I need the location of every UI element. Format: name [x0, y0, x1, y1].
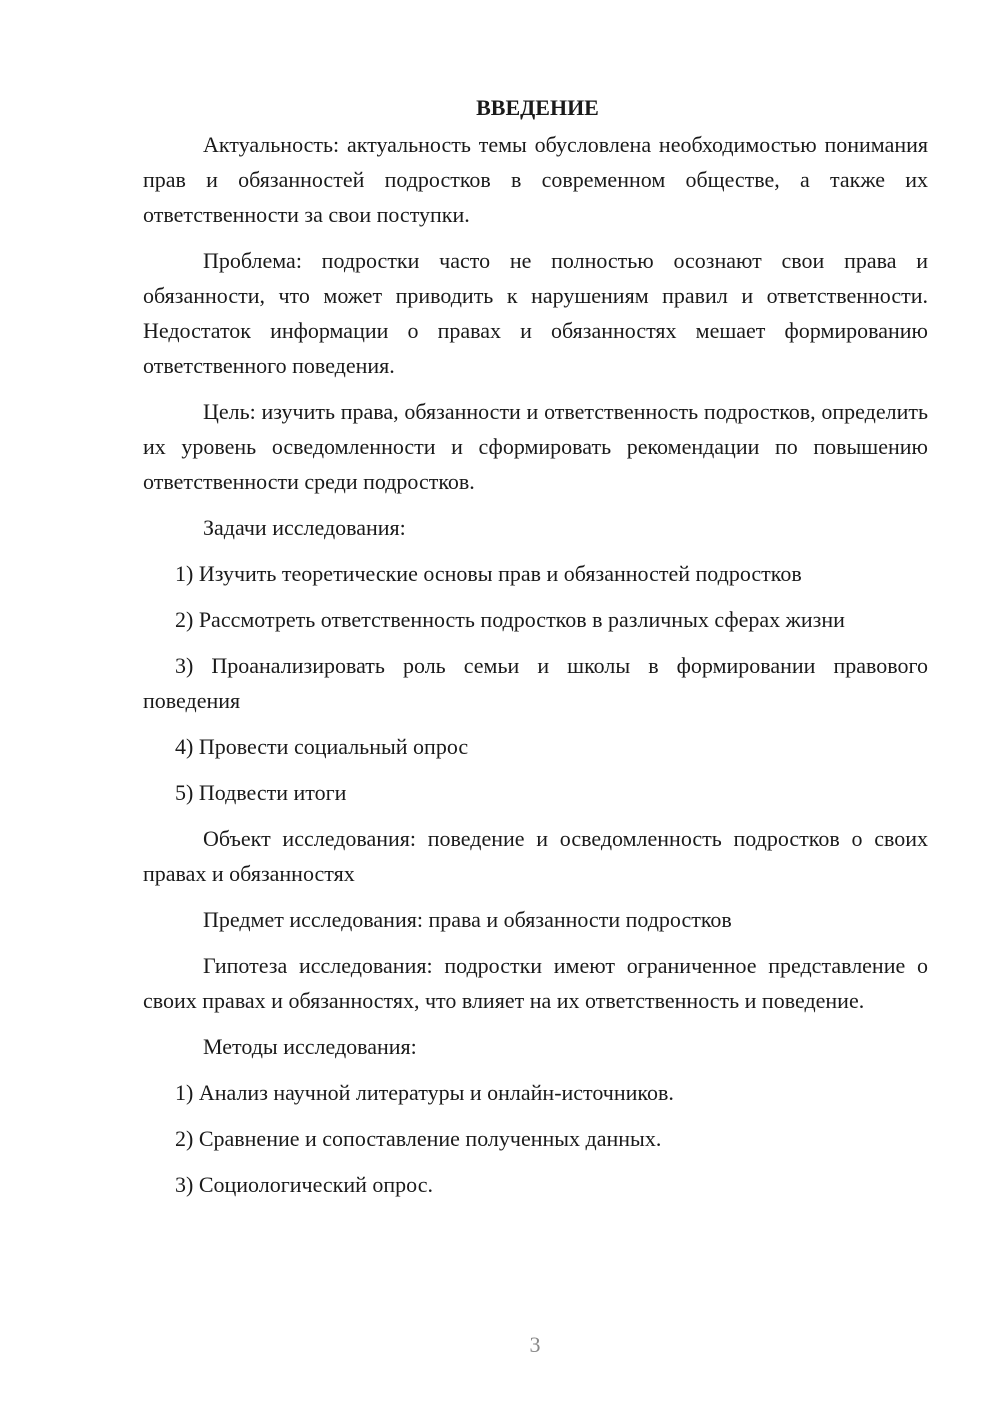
subject-paragraph: Предмет исследования: права и обязанности подростков [203, 907, 732, 932]
goal-paragraph: Цель: изучить права, обязанности и ответственность подростков, определить их уровень осведомленности и сформировать рекомендации по повышению ответственности среди подростков. [143, 399, 928, 494]
section-title: ВВЕДЕНИЕ [476, 95, 599, 120]
task-item: 1) Изучить теоретические основы прав и обязанностей подростков [175, 561, 802, 586]
method-item: 2) Сравнение и сопоставление полученных данных. [175, 1126, 662, 1151]
hypothesis-paragraph: Гипотеза исследования: подростки имеют ограниченное представление о своих правах и обязанностях, что влияет на их ответственность и поведение. [143, 953, 928, 1013]
page-number: 3 [529, 1332, 541, 1357]
relevance-paragraph: Актуальность: актуальность темы обусловлена необходимостью понимания прав и обязанностей подростков в современном обществе, а также их ответственности за свои поступки. [143, 132, 928, 227]
task-item: 2) Рассмотреть ответственность подростков в различных сферах жизни [175, 607, 845, 632]
problem-paragraph: Проблема: подростки часто не полностью осознают свои права и обязанности, что может приводить к нарушениям правил и ответственности. Недостаток информации о правах и обязанностях мешает формированию ответственного поведения. [143, 248, 928, 378]
task-item: 3) Проанализировать роль семьи и школы в формировании правового поведения [143, 653, 928, 713]
method-item: 1) Анализ научной литературы и онлайн-источников. [175, 1080, 674, 1105]
object-paragraph: Объект исследования: поведение и осведомленность подростков о своих правах и обязанностях [143, 826, 928, 886]
method-item: 3) Социологический опрос. [175, 1172, 433, 1197]
document-body [143, 90, 928, 1213]
task-item: 5) Подвести итоги [175, 780, 347, 805]
tasks-heading: Задачи исследования: [203, 515, 406, 540]
task-item: 4) Провести социальный опрос [175, 734, 469, 759]
methods-heading: Методы исследования: [203, 1034, 417, 1059]
